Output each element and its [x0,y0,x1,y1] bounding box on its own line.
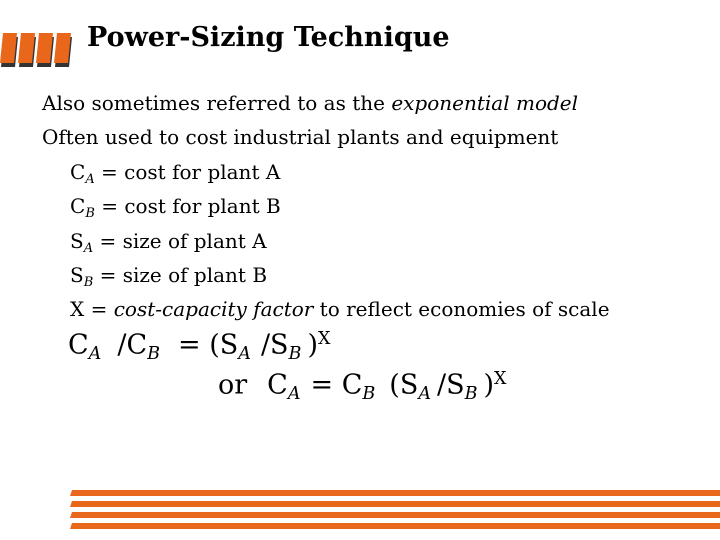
eq-subscript: A [287,383,301,404]
line-emphasis: cost-capacity factor [113,297,314,321]
definition-x [70,297,610,321]
variable: X = [70,297,114,321]
definition-text: = size of plant B [93,263,268,287]
variable: S [70,263,84,287]
eq-subscript: A [238,343,251,364]
line-text: Also sometimes referred to as the [42,91,392,115]
definition-sa [70,229,267,256]
definition-ca [70,160,280,187]
eq-symbol: (S [389,369,419,401]
line-emphasis: exponential model [391,91,579,115]
eq-exponent: X [317,329,331,349]
definition-text: = cost for plant A [94,160,281,184]
eq-symbol: / [260,329,271,361]
eq-symbol: / [117,329,127,361]
logo-stripes-icon [0,30,78,70]
eq-symbol: ) [483,369,495,401]
eq-symbol: ) [307,329,318,361]
eq-symbol: S [219,329,239,361]
eq-subscript: B [362,383,376,404]
variable: S [70,229,84,253]
definition-text: = size of plant A [93,229,267,253]
equation-ratio [68,329,330,364]
equation-solved [218,369,507,404]
eq-symbol: C [126,329,148,361]
eq-subscript: B [147,343,161,364]
eq-subscript: A [88,343,102,364]
definition-text: to reflect economies of scale [313,297,610,321]
eq-exponent: X [494,369,507,389]
subscript: B [83,274,94,290]
bullet-line-exponential-model [42,91,578,115]
eq-subscript: B [464,383,478,404]
eq-subscript: B [288,343,302,364]
definition-sb [70,263,267,290]
eq-subscript: A [418,383,431,404]
eq-symbol: S [270,329,289,361]
variable: C [70,194,86,218]
subscript: B [85,205,95,221]
bullet-line-usage [42,125,558,149]
eq-symbol: C [68,329,89,361]
subscript: A [85,171,95,187]
variable: C [70,160,86,184]
eq-symbol: / [436,369,447,401]
definition-cb [70,194,281,221]
footer-stripes-icon [70,488,720,540]
eq-symbol: = C [310,369,363,401]
definition-text: = cost for plant B [94,194,281,218]
eq-symbol: = ( [178,329,220,361]
eq-symbol: C [267,369,288,401]
line-text: Often used to cost industrial plants and equipment [42,125,559,149]
eq-symbol: or [218,369,248,401]
subscript: A [83,240,94,256]
eq-symbol: S [446,369,465,401]
slide-title: Power-Sizing Technique [87,22,450,53]
